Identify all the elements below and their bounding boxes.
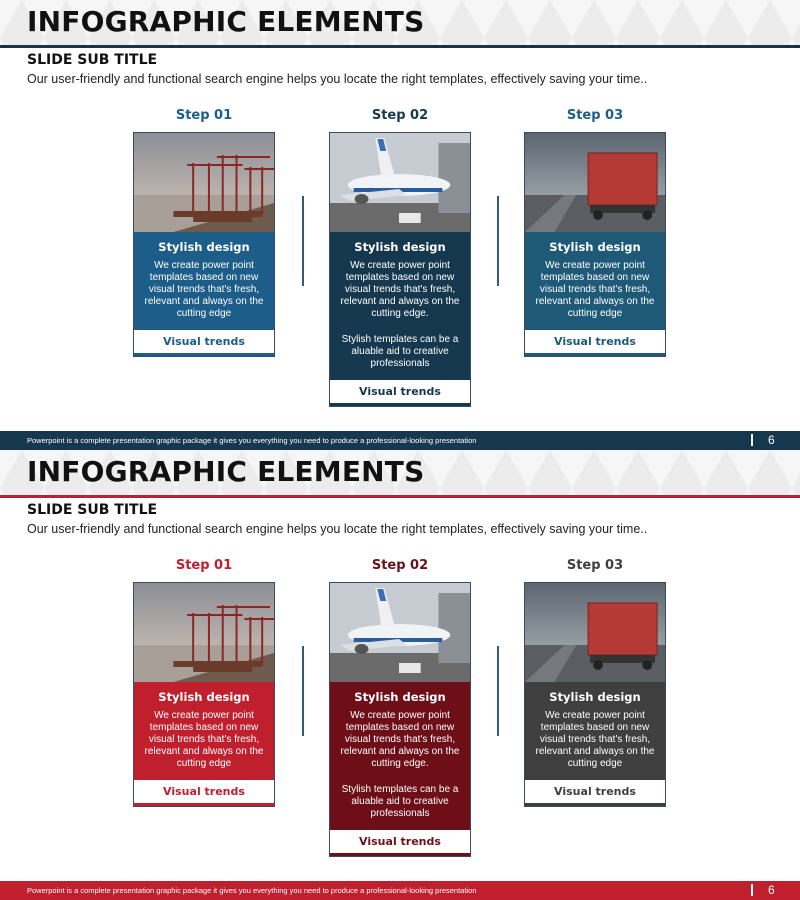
divider-1 <box>302 646 304 736</box>
step-label-1: Step 01 <box>175 558 233 573</box>
step-heading-1: Stylish design <box>158 240 250 254</box>
slide-title: INFOGRAPHIC ELEMENTS <box>27 5 425 38</box>
step-label-2: Step 02 <box>371 558 429 573</box>
step-card-body-3 <box>525 232 665 330</box>
step-text-2: We create power point templates based on new visual trends that's fresh, relevant and always on the cutting edge. <box>340 260 460 319</box>
step-card-3[interactable] <box>524 132 666 357</box>
slide-title: INFOGRAPHIC ELEMENTS <box>27 455 425 488</box>
truck-photo <box>525 583 665 682</box>
step-card-body-2 <box>330 682 470 830</box>
step-text-3: We create power point templates based on new visual trends that's fresh, relevant and always on the cutting edge <box>535 260 655 319</box>
step-label-3: Step 03 <box>566 558 624 573</box>
step-card-body-1 <box>134 682 274 780</box>
step-heading-3: Stylish design <box>549 690 641 704</box>
step-card-2[interactable] <box>329 132 471 407</box>
step-card-body-1 <box>134 232 274 330</box>
step-heading-1: Stylish design <box>158 690 250 704</box>
step-text-2: We create power point templates based on new visual trends that's fresh, relevant and always on the cutting edge. <box>340 710 460 769</box>
slide-description: Our user-friendly and functional search engine helps you locate the right templates, effectively saving your time.. <box>27 522 648 536</box>
step-extra-text-2: Stylish templates can be a aluable aid to creative professionals <box>341 784 459 819</box>
step-footer-2[interactable]: Visual trends <box>330 380 470 406</box>
header-rule <box>0 495 800 498</box>
slide-red <box>0 450 800 900</box>
step-heading-3: Stylish design <box>549 240 641 254</box>
step-card-3[interactable] <box>524 582 666 807</box>
slide-subtitle: SLIDE SUB TITLE <box>27 502 158 518</box>
step-label-2: Step 02 <box>371 108 429 123</box>
footer-text: Powerpoint is a complete presentation graphic package it gives you everything you need to produce a professional-looking presentation <box>27 436 477 445</box>
step-card-1[interactable] <box>133 582 275 807</box>
page-tick <box>751 884 753 896</box>
step-card-body-3 <box>525 682 665 780</box>
slide-footer-bar <box>0 431 800 450</box>
harbor-cranes-photo <box>134 583 274 682</box>
step-card-body-2 <box>330 232 470 380</box>
airplane-photo <box>330 583 470 682</box>
slide-subtitle: SLIDE SUB TITLE <box>27 52 158 68</box>
airplane-photo <box>330 133 470 232</box>
step-heading-2: Stylish design <box>354 690 446 704</box>
step-card-2[interactable] <box>329 582 471 857</box>
slide-footer-bar <box>0 881 800 900</box>
step-label-1: Step 01 <box>175 108 233 123</box>
step-footer-1[interactable]: Visual trends <box>134 330 274 356</box>
step-extra-text-2: Stylish templates can be a aluable aid to creative professionals <box>341 334 459 369</box>
step-label-3: Step 03 <box>566 108 624 123</box>
step-footer-1[interactable]: Visual trends <box>134 780 274 806</box>
step-text-1: We create power point templates based on new visual trends that's fresh, relevant and always on the cutting edge <box>144 710 264 769</box>
divider-1 <box>302 196 304 286</box>
page-number: 6 <box>768 433 775 447</box>
footer-text: Powerpoint is a complete presentation graphic package it gives you everything you need to produce a professional-looking presentation <box>27 886 477 895</box>
slide-description: Our user-friendly and functional search engine helps you locate the right templates, effectively saving your time.. <box>27 72 648 86</box>
page-number: 6 <box>768 883 775 897</box>
page-tick <box>751 434 753 446</box>
step-text-3: We create power point templates based on new visual trends that's fresh, relevant and always on the cutting edge <box>535 710 655 769</box>
step-footer-3[interactable]: Visual trends <box>525 780 665 806</box>
divider-2 <box>497 646 499 736</box>
header-rule <box>0 45 800 48</box>
step-card-1[interactable] <box>133 132 275 357</box>
step-footer-2[interactable]: Visual trends <box>330 830 470 856</box>
step-footer-3[interactable]: Visual trends <box>525 330 665 356</box>
step-heading-2: Stylish design <box>354 240 446 254</box>
truck-photo <box>525 133 665 232</box>
harbor-cranes-photo <box>134 133 274 232</box>
step-text-1: We create power point templates based on new visual trends that's fresh, relevant and always on the cutting edge <box>144 260 264 319</box>
divider-2 <box>497 196 499 286</box>
